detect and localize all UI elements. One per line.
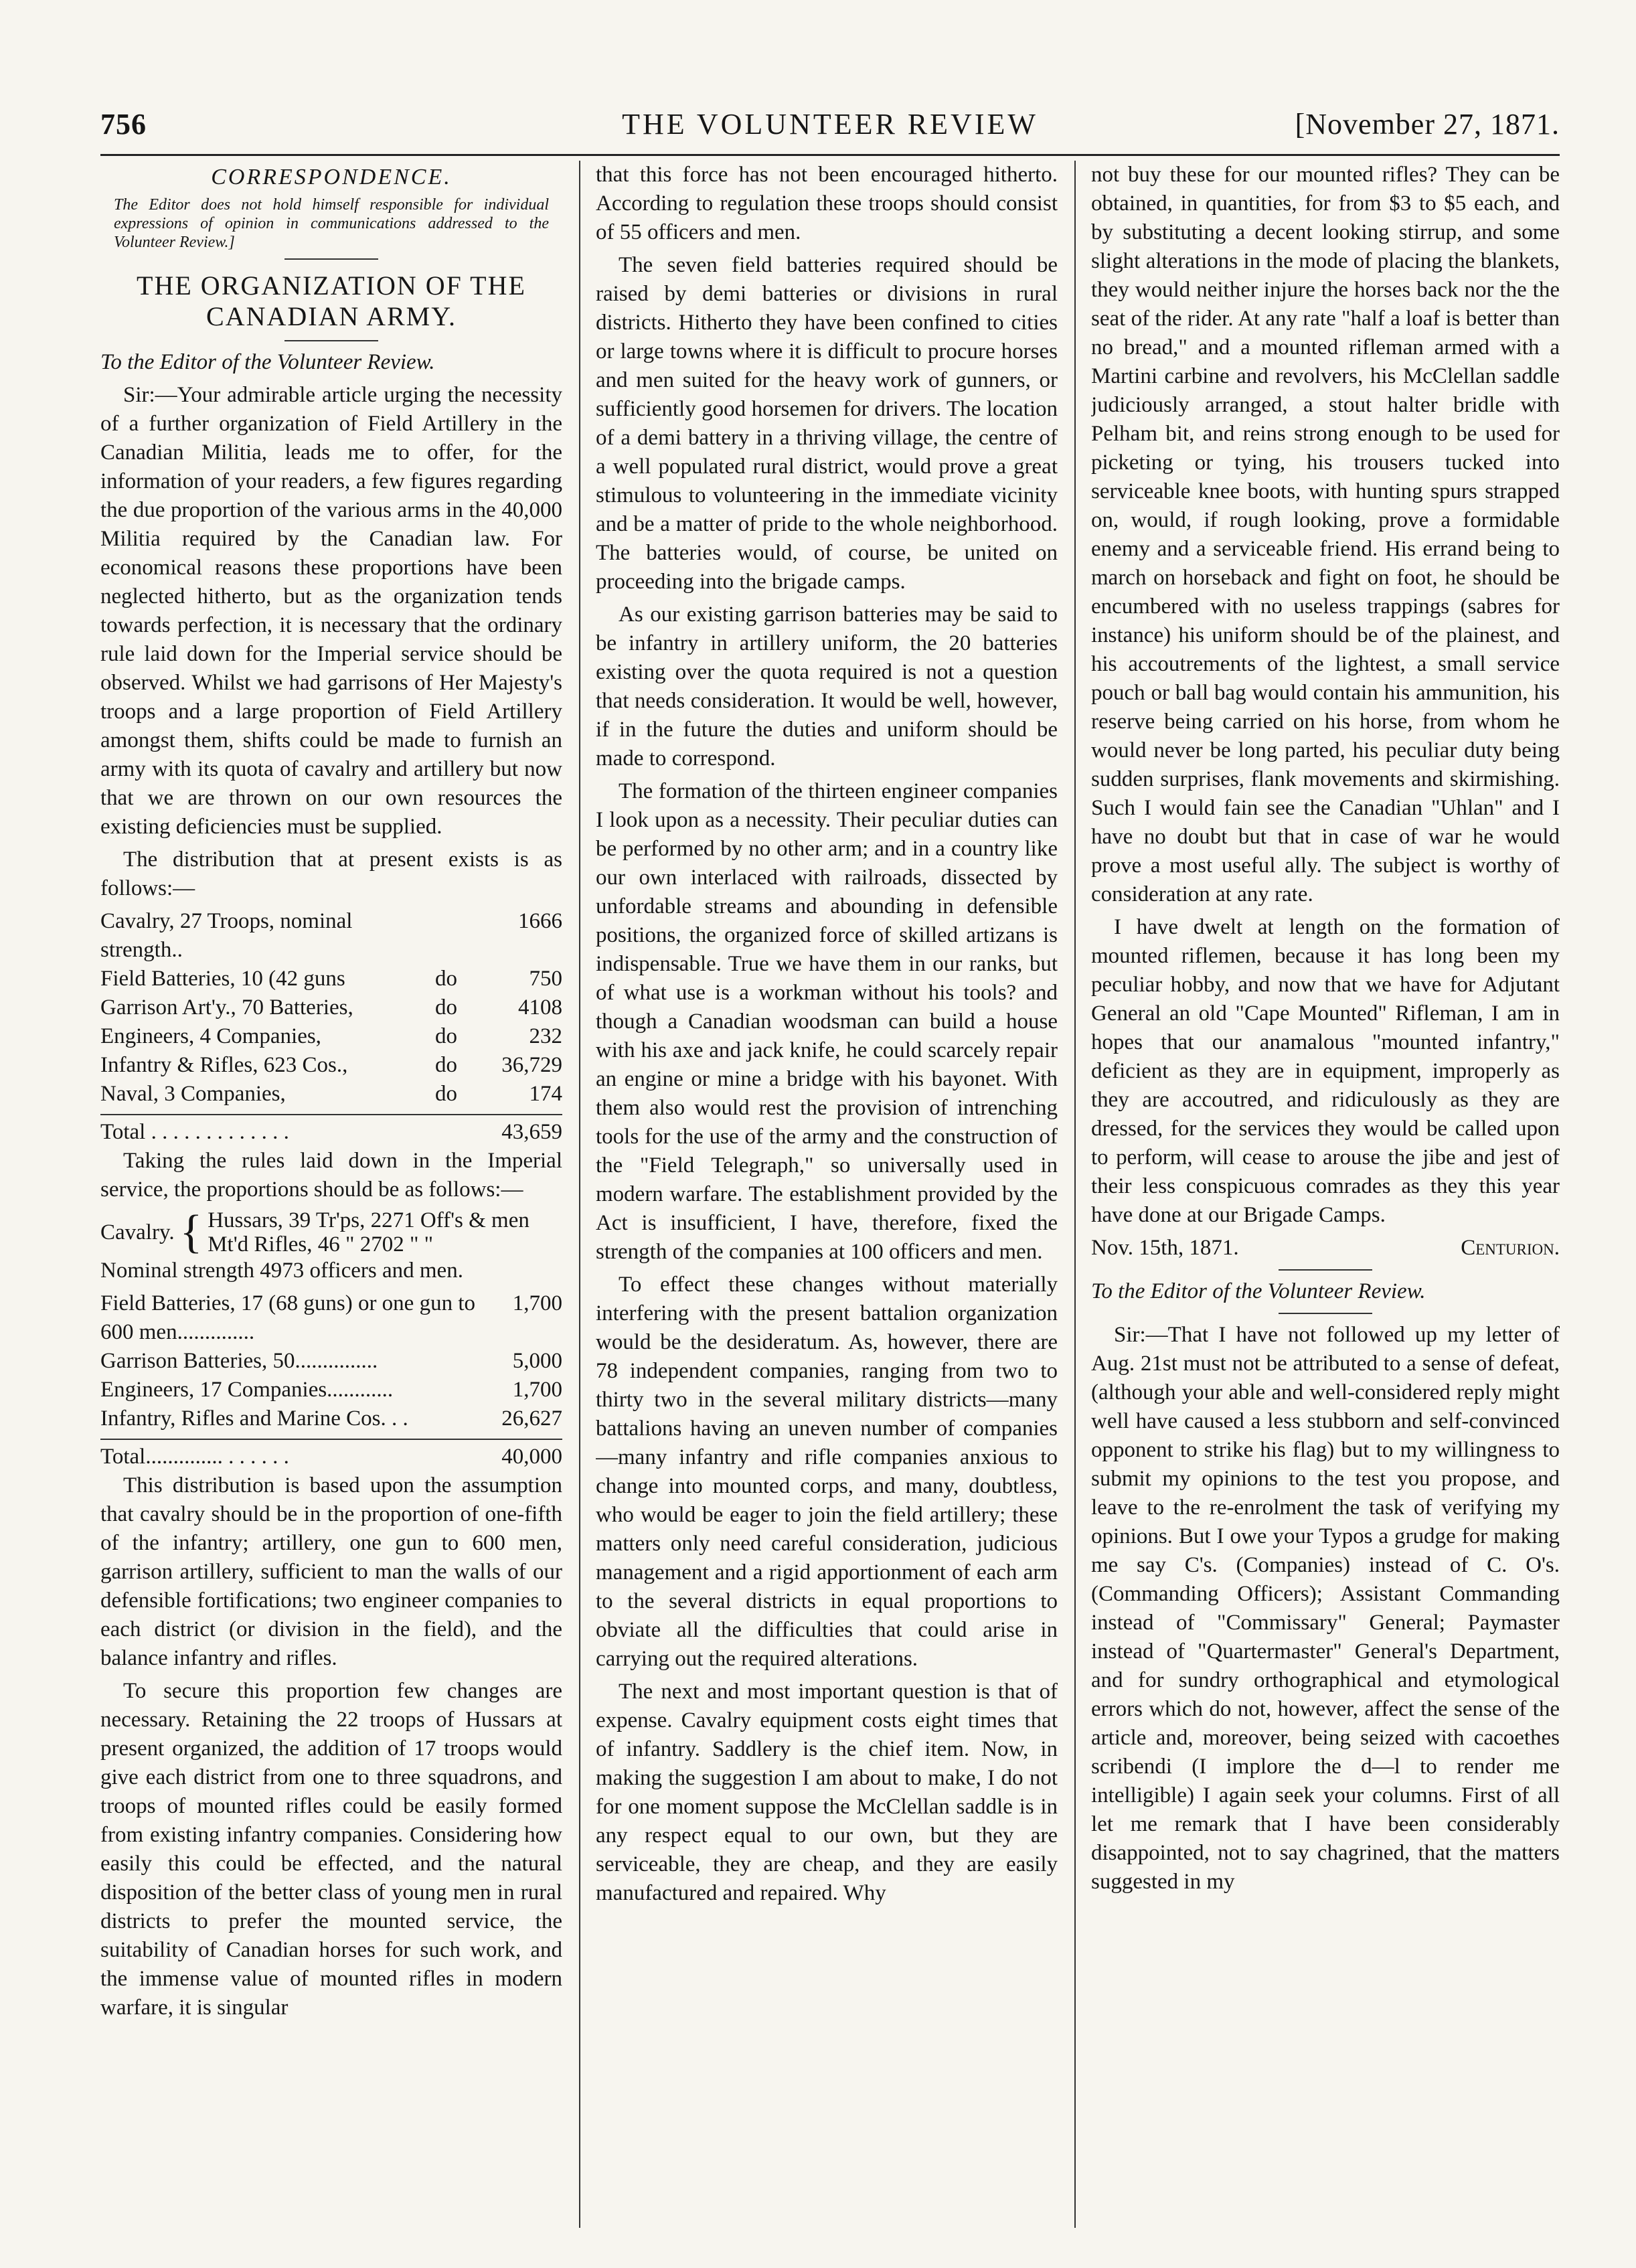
proportions-table [100,1289,562,1471]
cavalry-label: Cavalry. [100,1220,175,1244]
paragraph: To effect these changes without materially interfering with the present battalion organization would be the desideratum. As, however, there are 78 independent companies, ranging from two to thirty two in the several military districts—many battalions having an uneven number of companies—many infantry and rifle companies anxious to change into mounted corps, and many, doubtless, who would be eager to join the field artillery; these matters only need careful consideration, judicious management and a rigid apportionment of each arm to the several districts in equal proportions to obviate all the difficulties that could arise in carrying out the required alterations. [596,1273,1058,1671]
newspaper-title: THE VOLUNTEER REVIEW [622,108,1038,141]
table-row: Field Batteries, 17 (68 guns) or one gun to 600 men.............. 1,700 [100,1291,562,1344]
column-1 [100,161,562,2228]
section-heading: CORRESPONDENCE. [211,165,452,189]
paragraph: Taking the rules laid down in the Imperial service, the proportions should be as follows:— [100,1149,562,1202]
divider [1279,1269,1372,1271]
table-total-row: Total.............. . . . . . . 40,000 [100,1439,562,1471]
article-title: THE ORGANIZATION OF THE CANADIAN ARMY. [137,270,526,331]
header-rule [100,154,1560,156]
paragraph: The next and most important question is that of expense. Cavalry equipment costs eight times that of infantry. Saddlery is the chief item. Now, in making the suggestion I am about to make, I do not for one moment suppose the McClellan saddle is in any respect equal to our own, but they are serviceable, they are cheap, and they are easily manufactured and repaired. Why [596,1680,1058,1905]
column-divider [579,161,580,2228]
table-row: Garrison Art'y., 70 Batteries, do 4108 [100,995,562,1020]
table-row: Field Batteries, 10 (42 guns do 750 [100,967,562,991]
paragraph: Sir:—Your admirable article urging the necessity of a further organization of Field Artillery in the Canadian Militia, leads me to offer, for the information of your readers, a few figures regarding the due proportion of the various arms in the 40,000 Militia required by the Canadian law. For economical reasons these proportions have been neglected hitherto, but as the organization tends towards perfection, it is necessary that the ordinary rule laid down for the Imperial service should be observed. Whilst we had garrisons of Her Majesty's troops and a large proportion of Field Artillery amongst them, shifts could be made to furnish an army with its quota of cavalry and artillery but now that we are thrown on our own resources the existing deficiencies must be supplied. [100,383,562,839]
table-total-row: Total . . . . . . . . . . . . . 43,659 [100,1114,562,1147]
paragraph: As our existing garrison batteries may be said to be infantry in artillery uniform, the 20 batteries existing over the quota required is not a question that needs consideration. It would be well, however, if in the future the duties and uniform should be made to correspond. [596,602,1058,771]
divider [284,340,378,341]
signature-name: Centurion. [1461,1236,1560,1260]
table-row: Naval, 3 Companies, do 174 [100,1082,562,1106]
paragraph: not buy these for our mounted rifles? They can be obtained, in quantities, for from $3 to $5 each, and by substituting a decent looking stirrup, and some slight alterations in the mode of placing the blankets, they would neither injure the horses back nor the the seat of the rider. At any rate "half a loaf is better than no bread," and a mounted rifleman armed with a Martini carbine and revolvers, his McClellan saddle judiciously arranged, a stout halter bridle with Pelham bit, and reins strong enough to be used for picketing or tying, his trousers tucked into serviceable knee boots, with hunting spurs strapped on, would, if rough looking, prove a formidable enemy and a serviceable friend. His errand being to march on horseback and fight on foot, he should be encumbered with no useless trappings (sabres for instance) his uniform should be of the plainest, and his accoutrements of the lightest, a small service pouch or ball bag would contain his ammunition, his reserve being carried on his horse, from whom he would never be long parted, his peculiar duty being sudden surprises, flank movements and skirmishing. Such I would fain see the Canadian "Uhlan" and I have no doubt but that in case of war he would prove a most useful ally. The subject is worthy of consideration at any rate. [1091,163,1560,906]
cavalry-line: Hussars, 39 Tr'ps, 2271 Off's & men [208,1208,529,1232]
issue-date: [November 27, 1871. [1295,108,1560,141]
page-number: 756 [100,108,147,141]
table-row: Engineers, 4 Companies, do 232 [100,1024,562,1048]
paragraph: that this force has not been encouraged hitherto. According to regulation these troops should consist of 55 officers and men. [596,163,1058,244]
nominal-strength: Nominal strength 4973 officers and men. [100,1259,463,1283]
column-divider [1074,161,1076,2228]
table-row: Infantry & Rifles, 623 Cos., do 36,729 [100,1053,562,1077]
distribution-table [100,907,562,1147]
table-row: Infantry, Rifles and Marine Cos. . . 26,627 [100,1406,562,1431]
page-header [100,107,1560,147]
paragraph: Sir:—That I have not followed up my letter of Aug. 21st must not be attributed to a sense of defeat, (although your able and well-considered reply might well have caused a less stubborn and self-convinced opponent to strike his flag) but to my willingness to submit my opinions to the test you propose, and leave to the re-enrolment the task of verifying my opinions. But I owe your Typos a grudge for making me say C's. (Companies) instead of C. O's. (Commanding Officers); Assistant Commanding instead of "Commissary" General; Paymaster instead of "Quartermaster" General's Department, and for sundry orthographical and etymological errors which do not, however, affect the sense of the article and, moreover, being seized with cacoethes scribendi (I implore the d—l to render me intelligible) I again seek your columns. First of all let me remark that I have been considerably disappointed, not to say chagrined, that the matters suggested in my [1091,1323,1560,1894]
salutation: To the Editor of the Volunteer Review. [100,350,435,374]
table-row: Cavalry, 27 Troops, nominal strength.. 1666 [100,909,562,962]
paragraph: The distribution that at present exists is as follows:— [100,847,562,900]
column-3 [1091,161,1560,2228]
brace-glyph: { [179,1206,203,1258]
table-row: Engineers, 17 Companies............ 1,700 [100,1378,562,1402]
paragraph: To secure this proportion few changes are necessary. Retaining the 22 troops of Hussars at present organized, the addition of 17 troops would give each district from one to three squadrons, and troops of mounted rifles could be easily formed from existing infantry companies. Considering how easily this could be effected, and the natural disposition of the better class of young men in rural districts to prefer the mounted service, the suitability of Canadian horses for such work, and the immense value of mounted rifles in modern warfare, it is singular [100,1679,562,2020]
salutation: To the Editor of the Volunteer Review. [1091,1279,1426,1303]
paragraph: I have dwelt at length on the formation of mounted riflemen, because it has long been my peculiar hobby, and now that we have for Adjutant General an old "Cape Mounted" Rifleman, I am in hopes that our anamalous "mounted infantry," deficient as they are in equipment, improperly as they are accoutred, and ridiculously as they are dressed, for the services they would be called upon to perform, will cease to arouse the jibe and jest of their less conspicuous comrades as they this year have done at our Brigade Camps. [1091,915,1560,1227]
cavalry-proportions [100,1208,562,1257]
divider [1279,1313,1372,1314]
paragraph: The seven field batteries required should be raised by demi batteries or divisions in rural districts. Hitherto they have been confined to cities or large towns where it is difficult to procure horses and men suited for the heavy work of gunners, or sufficiently good horsemen for drivers. The location of a demi battery in a thriving village, the centre of a well populated rural district, would prove a great stimulous to volunteering in the immediate vicinity and be a matter of pride to the whole neighborhood. The batteries would, of course, be united on proceeding into the brigade camps. [596,253,1058,594]
table-row: Garrison Batteries, 50............... 5,000 [100,1349,562,1373]
divider [284,258,378,260]
signature-date: Nov. 15th, 1871. [1091,1236,1239,1260]
paragraph: This distribution is based upon the assumption that cavalry should be in the proportion of one-fifth of the infantry; artillery, one gun to 600 men, garrison artillery, sufficient to man the walls of our defensible fortifications; two engineer companies to each district (or division in the field), and the balance infantry and rifles. [100,1473,562,1670]
paragraph: The formation of the thirteen engineer companies I look upon as a necessity. Their peculiar duties can be performed by no other arm; and in a country like our own interlaced with railroads, dissected by unfordable streams and abounding in defensible positions, the organized force of skilled artizans is indispensable. True we have them in our ranks, but of what use is a workman without his tools? and though a Canadian woodsman can build a house with his axe and jack knife, he could scarcely repair an engine or mine a bridge with his bayonet. With them also would rest the provision of intrenching tools for the use of the army and the construction of the "Field Telegraph," so universally used in modern warfare. The establishment provided by the Act is insufficient, I have, therefore, fixed the strength of the companies at 100 officers and men. [596,779,1058,1264]
signature [1091,1234,1560,1263]
cavalry-line: Mt'd Rifles, 46 " 2702 " " [208,1232,434,1257]
column-2 [596,161,1058,2228]
editor-disclaimer: The Editor does not hold himself responsible for individual expressions of opinion in communications addressed to the Volunteer Review.] [114,196,549,251]
